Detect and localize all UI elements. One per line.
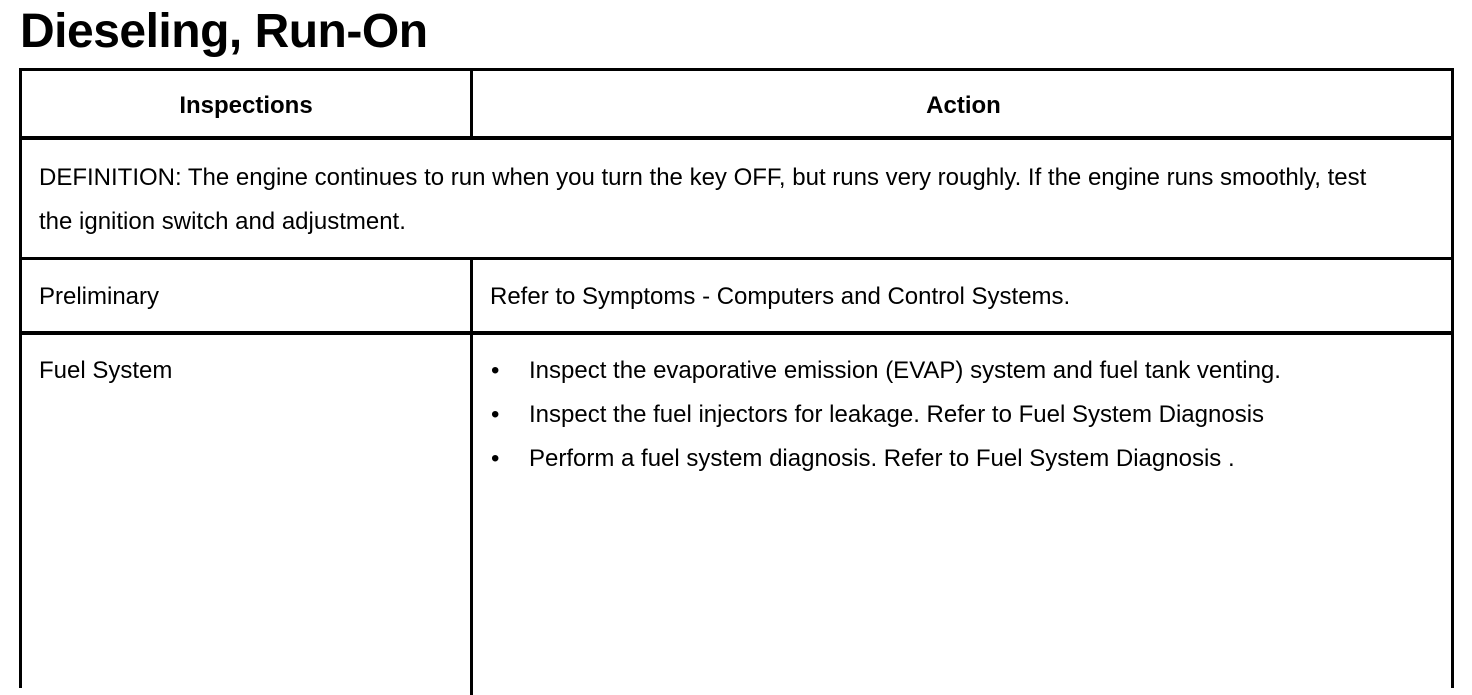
- definition-row: [22, 140, 1454, 260]
- table-header-row: [22, 71, 1454, 140]
- column-header-inspections: Inspections: [179, 92, 313, 119]
- table-row: [22, 335, 1454, 695]
- bullet-text: Inspect the evaporative emission (EVAP) system and fuel tank venting.: [529, 357, 1281, 384]
- bullet-icon: •: [491, 357, 500, 384]
- action-bullet-item: [489, 437, 1309, 481]
- bullet-text: Perform a fuel system diagnosis. Refer to Fuel System Diagnosis .: [529, 445, 1235, 472]
- column-header-action: Action: [470, 71, 1454, 136]
- inspection-cell: Preliminary: [39, 283, 160, 310]
- action-bullet-item: [489, 393, 1309, 437]
- diagnosis-table: [19, 68, 1454, 688]
- bullet-icon: •: [491, 445, 500, 472]
- page-title: Dieseling, Run-On: [20, 5, 428, 58]
- table-row: [22, 260, 1454, 335]
- bullet-icon: •: [491, 401, 500, 428]
- definition-text: DEFINITION: The engine continues to run when you turn the key OFF, but runs very roughly. If the engine runs smoothly, test the ignition switch and adjustment.: [39, 164, 1367, 235]
- action-cell: [470, 335, 1454, 695]
- action-bullet-list: [473, 335, 1309, 481]
- action-cell: Refer to Symptoms - Computers and Control Systems.: [470, 260, 1454, 331]
- bullet-text: Inspect the fuel injectors for leakage. Refer to Fuel System Diagnosis: [529, 401, 1265, 428]
- action-bullet-item: [489, 349, 1309, 393]
- inspection-cell: Fuel System: [39, 357, 173, 384]
